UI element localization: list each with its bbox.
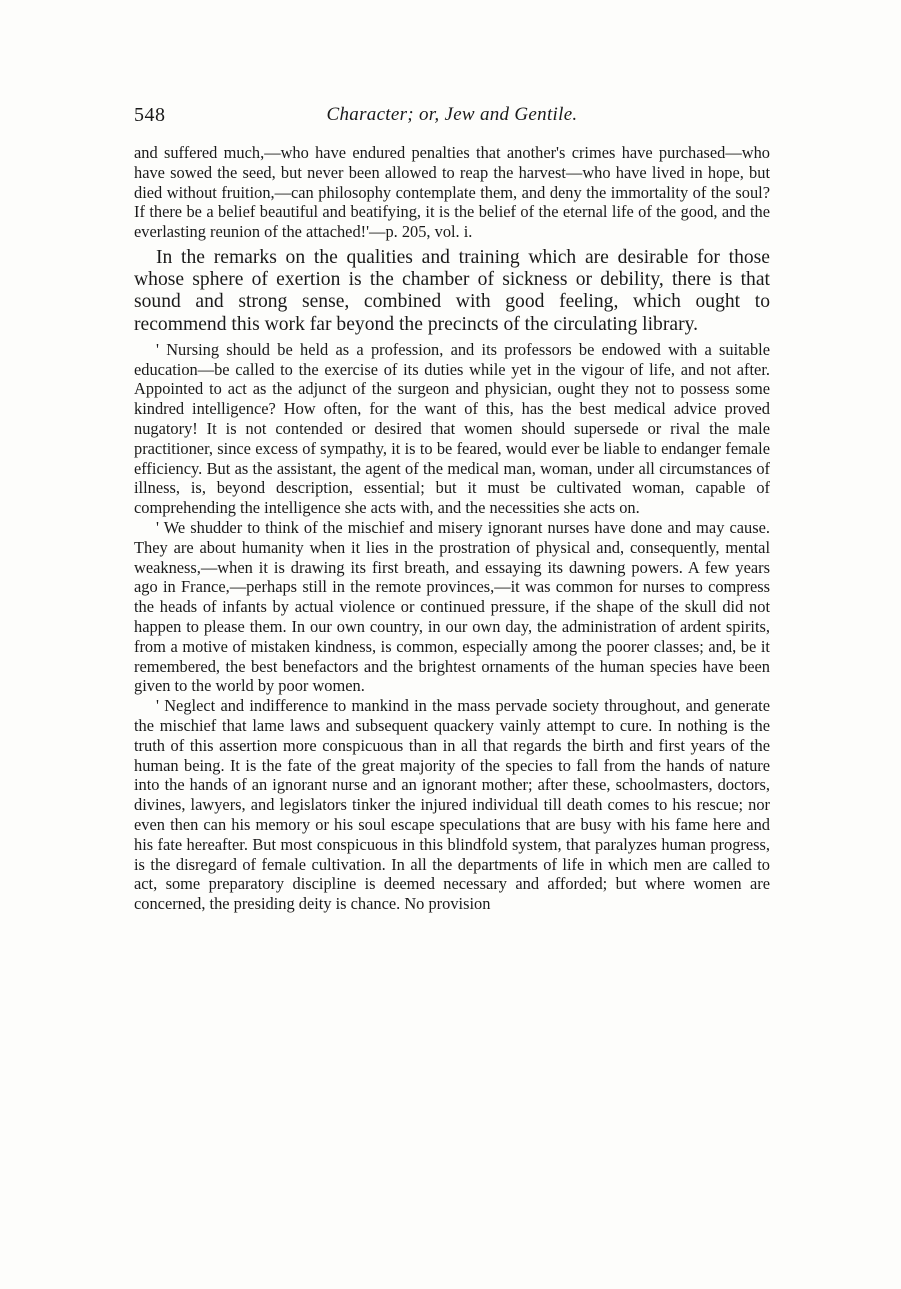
paragraph-quote-continuation: and suffered much,—who have endured penalties that another's crimes have purchased—who have sowed the seed, but never been allowed to reap the harvest—who have lived in hope, but died without fruition,—can philosophy contemplate them, and deny the immortality of the soul? If there be a belief beautiful and beatifying, it is the belief of the eternal life of the good, and the everlasting reunion of the attached!'—p. 205, vol. i. — [134, 143, 770, 242]
running-title: Character; or, Jew and Gentile. — [326, 104, 578, 125]
paragraph-ignorant-nurses: ' We shudder to think of the mischief and misery ignorant nurses have done and may cause. They are about humanity when it lies in the prostration of physical and, consequently, mental weakness,—when it is drawing its first breath, and essaying its dawning powers. A few years ago in France,—perhaps still in the remote provinces,—it was common for nurses to compress the heads of infants by actual violence or continued pressure, if the shape of the skull did not happen to please them. In our own country, in our own day, the administration of ardent spirits, from a motive of mistaken kindness, is common, especially among the poorer classes; and, be it remembered, the best benefactors and the brightest ornaments of the human species have been given to the world by poor women. — [134, 517, 770, 696]
body-text — [134, 143, 770, 914]
paragraph-nursing: ' Nursing should be held as a profession, and its professors be endowed with a suitable education—be called to the exercise of its duties while yet in the vigour of life, and not after. Appointed to act as the adjunct of the surgeon and physician, ought they not to possess some kindred intelligence? How often, for the want of this, has the best medical advice proved nugatory! It is not contended or desired that women should supersede or rival the male practitioner, since excess of sympathy, it is to be feared, would ever be liable to endanger female efficiency. But as the assistant, the agent of the medical man, woman, under all circumstances of illness, is, beyond description, essential; but it must be cultivated woman, capable of comprehending the intelligence she acts with, and the necessities she acts on. — [134, 339, 770, 518]
page-header — [134, 104, 770, 134]
paragraph-commentary: In the remarks on the qualities and training which are desirable for those whose sphere of exertion is the chamber of sickness or debility, there is that sound and strong sense, combined with good feeling, which ought to recommend this work far beyond the precincts of the circulating library. — [134, 246, 770, 335]
paragraph-neglect: ' Neglect and indifference to mankind in the mass pervade society throughout, and generate the mischief that lame laws and subsequent quackery vainly attempt to cure. In nothing is the truth of this assertion more conspicuous than in all that regards the birth and first years of the human being. It is the fate of the great majority of the species to fall from the hands of nature into the hands of an ignorant nurse and an ignorant mother; after these, schoolmasters, doctors, divines, lawyers, and legislators tinker the injured individual till death comes to his rescue; nor even then can his memory or his soul escape speculations that are busy with his fame here and his fate hereafter. But most conspicuous in this blindfold system, that paralyzes human progress, is the disregard of female cultivation. In all the departments of life in which men are called to act, some preparatory discipline is deemed necessary and afforded; but where women are concerned, the presiding deity is chance. No provision — [134, 696, 770, 914]
page-number: 548 — [134, 104, 166, 126]
